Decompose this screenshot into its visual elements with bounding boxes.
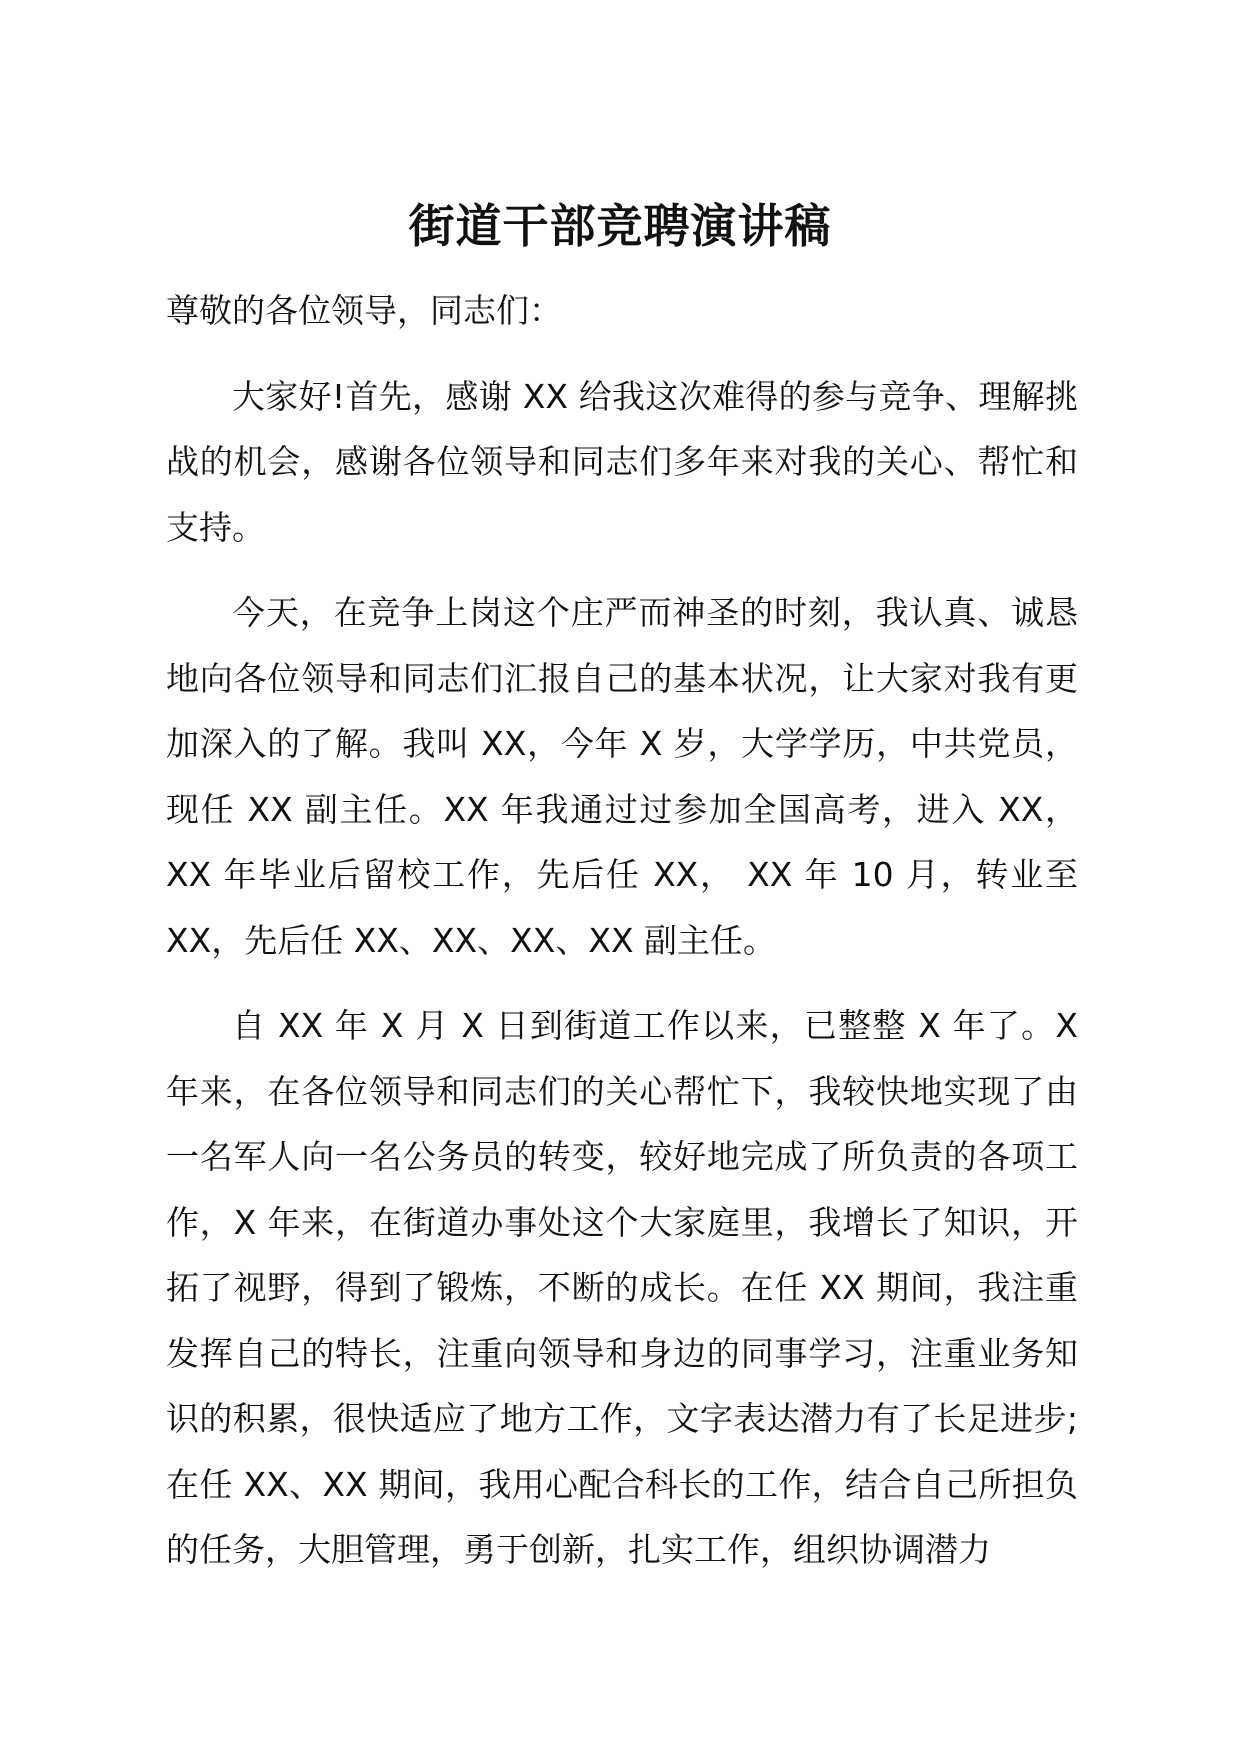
paragraph-work-history: 自 XX 年 X 月 X 日到街道工作以来，已整整 X 年了。X 年来，在各位领导和同志们的关心帮忙下，我较快地实现了由一名军人向一名公务员的转变，较好地完成了所负责的各项工作，X 年来，在街道办事处这个大家庭里，我增长了知识，开拓了视野，得到了锻炼，不断的成长。在任 XX 期间，我注重发挥自己的特长，注重向领导和身边的同事学习，注重业务知识的积累，很快适应了地方工作，文字表达潜力有了长足进步;在任 XX、XX 期间，我用心配合科长的工作，结合自己所担负的任务，大胆管理，勇于创新，扎实工作，组织协调潜力 xyxy=(166,1006,1078,1569)
paragraph-introduction: 今天，在竞争上岗这个庄严而神圣的时刻，我认真、诚恳地向各位领导和同志们汇报自己的基本状况，让大家对我有更加深入的了解。我叫 XX，今年 X 岁，大学学历，中共党员，现任 XX 副主任。XX 年我通过过参加全国高考，进入 XX，XX 年毕业后留校工作，先后任 XX， XX 年 10 月，转业至 XX，先后任 XX、XX、XX、XX 副主任。 xyxy=(166,593,1078,960)
document-body xyxy=(166,278,1078,1603)
document-title: 街道干部竞聘演讲稿 xyxy=(408,199,832,253)
paragraph-greeting: 大家好!首先，感谢 XX 给我这次难得的参与竞争、理解挑战的机会，感谢各位领导和同志们多年来对我的关心、帮忙和支持。 xyxy=(166,376,1078,547)
salutation: 尊敬的各位领导，同志们： xyxy=(166,291,562,330)
